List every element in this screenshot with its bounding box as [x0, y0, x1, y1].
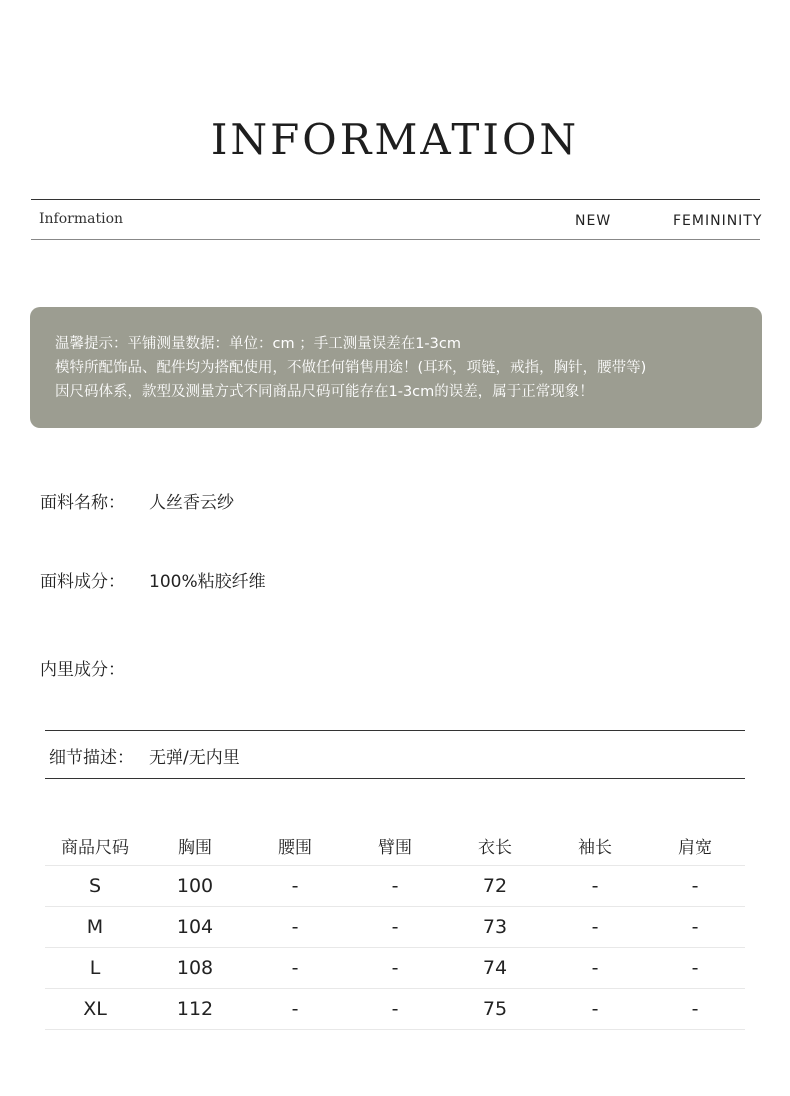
lining-composition-label: 内里成分：	[40, 660, 125, 680]
table-cell: -	[391, 957, 399, 979]
subtitle-divider	[31, 239, 760, 240]
table-cell: -	[291, 998, 299, 1020]
table-header-cell: 腰围	[278, 838, 312, 858]
table-cell: -	[691, 957, 699, 979]
size-table	[45, 826, 745, 1030]
table-cell: L	[89, 957, 101, 979]
table-cell: -	[591, 916, 599, 938]
table-cell: S	[88, 875, 102, 897]
table-cell: 104	[176, 916, 214, 938]
top-divider	[31, 199, 760, 200]
notice-line: 温馨提示：平铺测量数据：单位：cm ；手工测量误差在1-3cm	[55, 336, 461, 352]
table-cell: 108	[176, 957, 214, 979]
table-cell: -	[391, 916, 399, 938]
notice-box	[30, 307, 762, 428]
fabric-name-label: 面料名称：	[40, 493, 125, 513]
notice-line: 因尺码体系，款型及测量方式不同商品尺码可能存在1-3cm的误差，属于正常现象！	[55, 384, 594, 400]
table-header-cell: 商品尺码	[61, 838, 129, 858]
table-cell: -	[591, 875, 599, 897]
table-header-cell: 袖长	[578, 838, 612, 858]
notice-line: 模特所配饰品、配件均为搭配使用，不做任何销售用途！(耳环，项链，戒指，胸针，腰带等)	[55, 360, 647, 376]
table-header-row	[45, 826, 745, 866]
fabric-composition-label: 面料成分：	[40, 572, 125, 592]
table-cell: -	[291, 957, 299, 979]
table-cell: XL	[83, 998, 107, 1020]
page-title: INFORMATION	[210, 115, 580, 164]
table-cell: 73	[482, 916, 508, 938]
table-row	[45, 948, 745, 989]
table-cell: -	[391, 875, 399, 897]
detail-value: 无弹/无内里	[149, 748, 240, 768]
table-header-cell: 肩宽	[678, 838, 712, 858]
table-cell: -	[591, 998, 599, 1020]
table-cell: 75	[482, 998, 508, 1020]
table-row	[45, 866, 745, 907]
detail-label: 细节描述：	[49, 748, 134, 768]
table-header-cell: 臂围	[378, 838, 412, 858]
table-cell: M	[86, 916, 104, 938]
table-cell: 112	[176, 998, 214, 1020]
table-row	[45, 989, 745, 1030]
table-cell: -	[591, 957, 599, 979]
fabric-name-value: 人丝香云纱	[149, 493, 234, 513]
table-cell: -	[291, 875, 299, 897]
table-cell: -	[691, 998, 699, 1020]
table-row	[45, 907, 745, 948]
detail-top-divider	[45, 730, 745, 731]
table-header-cell: 胸围	[178, 838, 212, 858]
fabric-composition-value: 100%粘胶纤维	[149, 572, 266, 592]
subtitle-femininity: FEMININITY	[673, 213, 763, 229]
table-cell: -	[691, 916, 699, 938]
table-cell: 100	[176, 875, 214, 897]
table-cell: -	[291, 916, 299, 938]
table-cell: 74	[482, 957, 508, 979]
table-cell: 72	[482, 875, 508, 897]
table-cell: -	[691, 875, 699, 897]
subtitle-new: NEW	[575, 213, 612, 229]
table-header-cell: 衣长	[478, 838, 512, 858]
detail-bottom-divider	[45, 778, 745, 779]
subtitle-information: Information	[39, 211, 124, 227]
table-cell: -	[391, 998, 399, 1020]
